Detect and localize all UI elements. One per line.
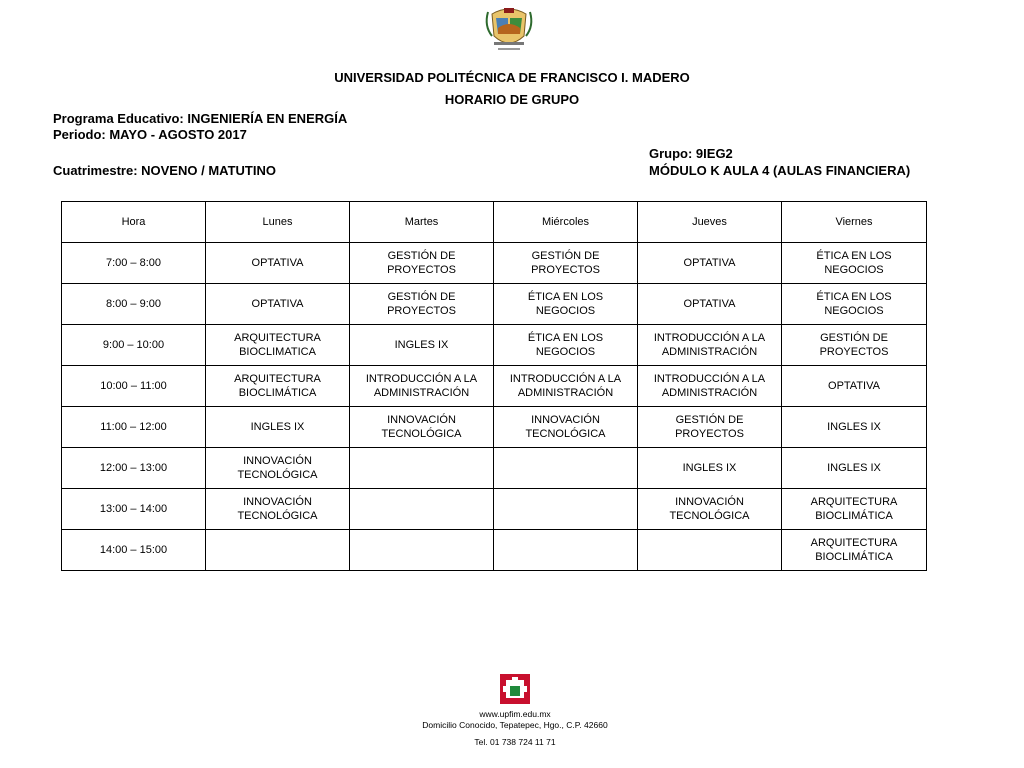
footer-telephone: Tel. 01 738 724 11 71 (474, 737, 556, 747)
class-cell (350, 489, 494, 530)
class-cell: OPTATIVA (782, 366, 927, 407)
column-header-viernes: Viernes (782, 202, 927, 243)
column-header-miercoles: Miércoles (494, 202, 638, 243)
time-slot-cell: 11:00 – 12:00 (62, 407, 206, 448)
time-slot-cell: 8:00 – 9:00 (62, 284, 206, 325)
grupo: Grupo: 9IEG2 (649, 146, 733, 161)
table-row (62, 489, 927, 530)
coat-of-arms-seal (482, 6, 536, 64)
table-row (62, 284, 927, 325)
class-cell (494, 530, 638, 571)
university-title: UNIVERSIDAD POLITÉCNICA DE FRANCISCO I. MADERO (334, 70, 690, 85)
class-cell: INGLES IX (350, 325, 494, 366)
schedule-body (62, 243, 927, 571)
programa-educativo: Programa Educativo: INGENIERÍA EN ENERGÍA (53, 111, 348, 126)
table-row (62, 366, 927, 407)
footer-address: Domicilio Conocido, Tepatepec, Hgo., C.P. 42660 (422, 720, 608, 730)
time-slot-cell: 13:00 – 14:00 (62, 489, 206, 530)
time-slot-cell: 10:00 – 11:00 (62, 366, 206, 407)
table-header-row (62, 202, 927, 243)
column-header-martes: Martes (350, 202, 494, 243)
periodo: Periodo: MAYO - AGOSTO 2017 (53, 127, 247, 142)
class-cell: INTRODUCCIÓN A LA ADMINISTRACIÓN (638, 325, 782, 366)
class-cell: GESTIÓN DE PROYECTOS (494, 243, 638, 284)
class-cell (206, 530, 350, 571)
class-cell: INGLES IX (638, 448, 782, 489)
schedule-table (61, 201, 927, 571)
time-slot-cell: 14:00 – 15:00 (62, 530, 206, 571)
class-cell: INNOVACIÓN TECNOLÓGICA (206, 448, 350, 489)
class-cell (350, 448, 494, 489)
document-title: HORARIO DE GRUPO (444, 92, 580, 107)
class-cell: ARQUITECTURA BIOCLIMÁTICA (782, 489, 927, 530)
time-slot-cell: 12:00 – 13:00 (62, 448, 206, 489)
class-cell: OPTATIVA (638, 284, 782, 325)
class-cell (350, 530, 494, 571)
class-cell: ÉTICA EN LOS NEGOCIOS (782, 284, 927, 325)
class-cell: GESTIÓN DE PROYECTOS (782, 325, 927, 366)
class-cell: GESTIÓN DE PROYECTOS (638, 407, 782, 448)
class-cell: INTRODUCCIÓN A LA ADMINISTRACIÓN (494, 366, 638, 407)
class-cell: INTRODUCCIÓN A LA ADMINISTRACIÓN (350, 366, 494, 407)
class-cell (638, 530, 782, 571)
class-cell: INGLES IX (782, 448, 927, 489)
class-cell: GESTIÓN DE PROYECTOS (350, 243, 494, 284)
table-row (62, 407, 927, 448)
class-cell: OPTATIVA (638, 243, 782, 284)
university-logo (498, 672, 532, 706)
class-cell: INNOVACIÓN TECNOLÓGICA (494, 407, 638, 448)
table-row (62, 530, 927, 571)
class-cell: OPTATIVA (206, 243, 350, 284)
class-cell: ÉTICA EN LOS NEGOCIOS (782, 243, 927, 284)
class-cell: INNOVACIÓN TECNOLÓGICA (206, 489, 350, 530)
column-header-lunes: Lunes (206, 202, 350, 243)
table-row (62, 243, 927, 284)
class-cell: ÉTICA EN LOS NEGOCIOS (494, 325, 638, 366)
class-cell: INGLES IX (206, 407, 350, 448)
class-cell: ARQUITECTURA BIOCLIMATICA (206, 325, 350, 366)
class-cell: ARQUITECTURA BIOCLIMÁTICA (206, 366, 350, 407)
time-slot-cell: 9:00 – 10:00 (62, 325, 206, 366)
class-cell: GESTIÓN DE PROYECTOS (350, 284, 494, 325)
table-row (62, 325, 927, 366)
cuatrimestre: Cuatrimestre: NOVENO / MATUTINO (53, 163, 276, 178)
class-cell: ARQUITECTURA BIOCLIMÁTICA (782, 530, 927, 571)
class-cell (494, 489, 638, 530)
class-cell: OPTATIVA (206, 284, 350, 325)
class-cell: INNOVACIÓN TECNOLÓGICA (350, 407, 494, 448)
column-header-hora: Hora (62, 202, 206, 243)
time-slot-cell: 7:00 – 8:00 (62, 243, 206, 284)
footer-website: www.upfim.edu.mx (479, 709, 551, 719)
table-row (62, 448, 927, 489)
class-cell (494, 448, 638, 489)
class-cell: INNOVACIÓN TECNOLÓGICA (638, 489, 782, 530)
class-cell: INGLES IX (782, 407, 927, 448)
class-cell: INTRODUCCIÓN A LA ADMINISTRACIÓN (638, 366, 782, 407)
class-cell: ÉTICA EN LOS NEGOCIOS (494, 284, 638, 325)
modulo-aula: MÓDULO K AULA 4 (AULAS FINANCIERA) (649, 163, 911, 178)
column-header-jueves: Jueves (638, 202, 782, 243)
